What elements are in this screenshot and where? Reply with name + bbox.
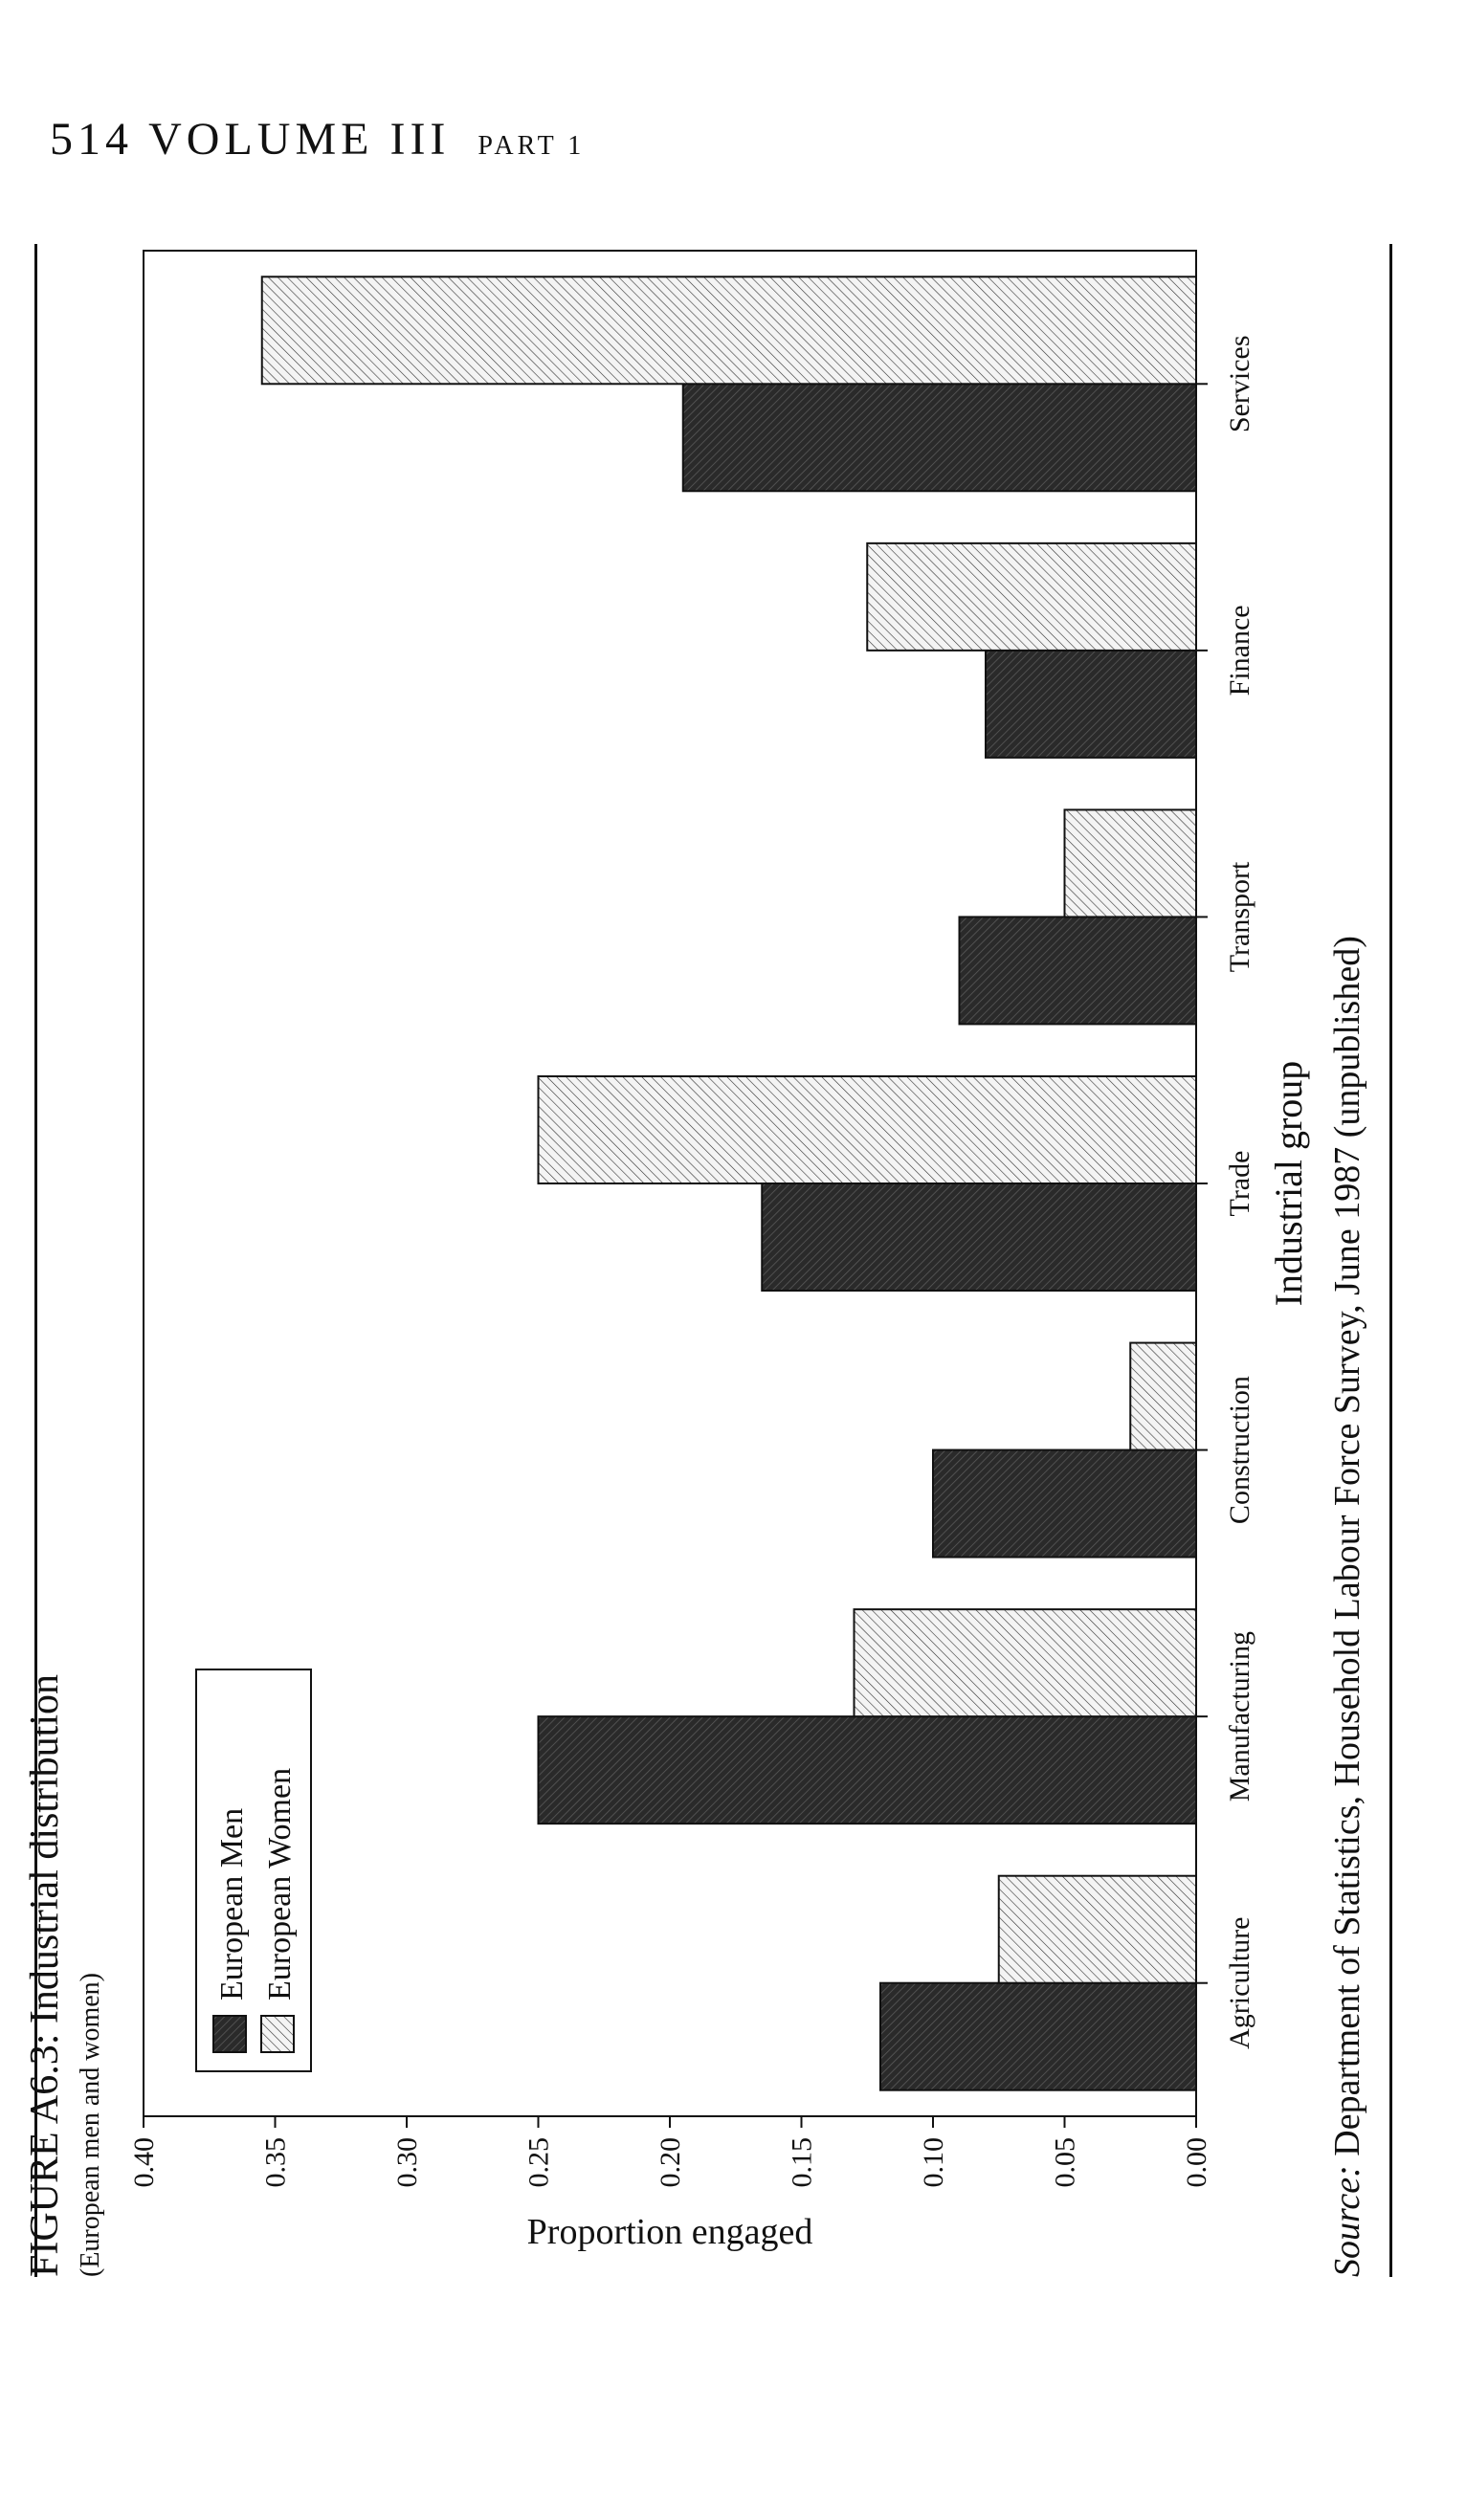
bar-women-construction bbox=[1130, 1343, 1196, 1450]
legend-label-women: European Women bbox=[262, 1767, 298, 2001]
category-label-manufacturing: Manufacturing bbox=[1224, 1631, 1255, 1802]
category-label-finance: Finance bbox=[1224, 605, 1255, 696]
bar-women-finance bbox=[867, 543, 1196, 651]
bar-men-trade bbox=[762, 1183, 1196, 1291]
bar-women-manufacturing bbox=[855, 1609, 1197, 1716]
value-tick-label: 0.05 bbox=[1049, 2137, 1081, 2188]
category-label-services: Services bbox=[1224, 335, 1255, 433]
legend-swatch-women bbox=[261, 2016, 294, 2052]
bar-women-agriculture bbox=[999, 1876, 1196, 1983]
value-tick-label: 0.20 bbox=[655, 2137, 686, 2188]
value-tick-label: 0.00 bbox=[1181, 2137, 1212, 2188]
volume-label: VOLUME III bbox=[148, 114, 451, 165]
category-label-trade: Trade bbox=[1224, 1150, 1255, 1217]
category-label-transport: Transport bbox=[1224, 861, 1255, 973]
bar-women-services bbox=[262, 276, 1196, 384]
value-tick-label: 0.35 bbox=[259, 2137, 292, 2188]
legend-swatch-men bbox=[213, 2016, 246, 2052]
bar-men-transport bbox=[960, 917, 1197, 1024]
value-axis-title: Proportion engaged bbox=[526, 2212, 813, 2252]
value-tick-label: 0.30 bbox=[391, 2137, 423, 2188]
legend-label-men: European Men bbox=[214, 1807, 250, 2001]
category-label-agriculture: Agriculture bbox=[1224, 1916, 1255, 2049]
bar-men-manufacturing bbox=[539, 1716, 1197, 1824]
source-label: Source: bbox=[1327, 2155, 1367, 2277]
value-tick-label: 0.10 bbox=[918, 2137, 949, 2188]
bar-men-agriculture bbox=[880, 1983, 1196, 2090]
category-label-construction: Construction bbox=[1224, 1376, 1255, 1525]
bar-men-services bbox=[683, 384, 1196, 491]
bar-men-finance bbox=[986, 651, 1196, 758]
page-number: 514 bbox=[50, 114, 133, 165]
bar-women-trade bbox=[539, 1076, 1197, 1183]
source-note bbox=[1327, 936, 1367, 2277]
value-tick-label: 0.15 bbox=[786, 2137, 818, 2188]
figure-title: FIGURE A6.3: Industrial distribution bbox=[23, 1674, 67, 2277]
bar-men-construction bbox=[933, 1450, 1196, 1558]
category-axis-title: Industrial group bbox=[1267, 1060, 1310, 1307]
part-label: PART 1 bbox=[478, 131, 586, 161]
value-tick-label: 0.25 bbox=[522, 2137, 555, 2188]
bar-women-transport bbox=[1065, 809, 1197, 917]
value-tick-label: 0.40 bbox=[128, 2137, 160, 2188]
source-text: Department of Statistics, Household Labour Force Survey, June 1987 (unpublished) bbox=[1327, 936, 1367, 2156]
figure-subtitle: (European men and women) bbox=[76, 1973, 105, 2277]
